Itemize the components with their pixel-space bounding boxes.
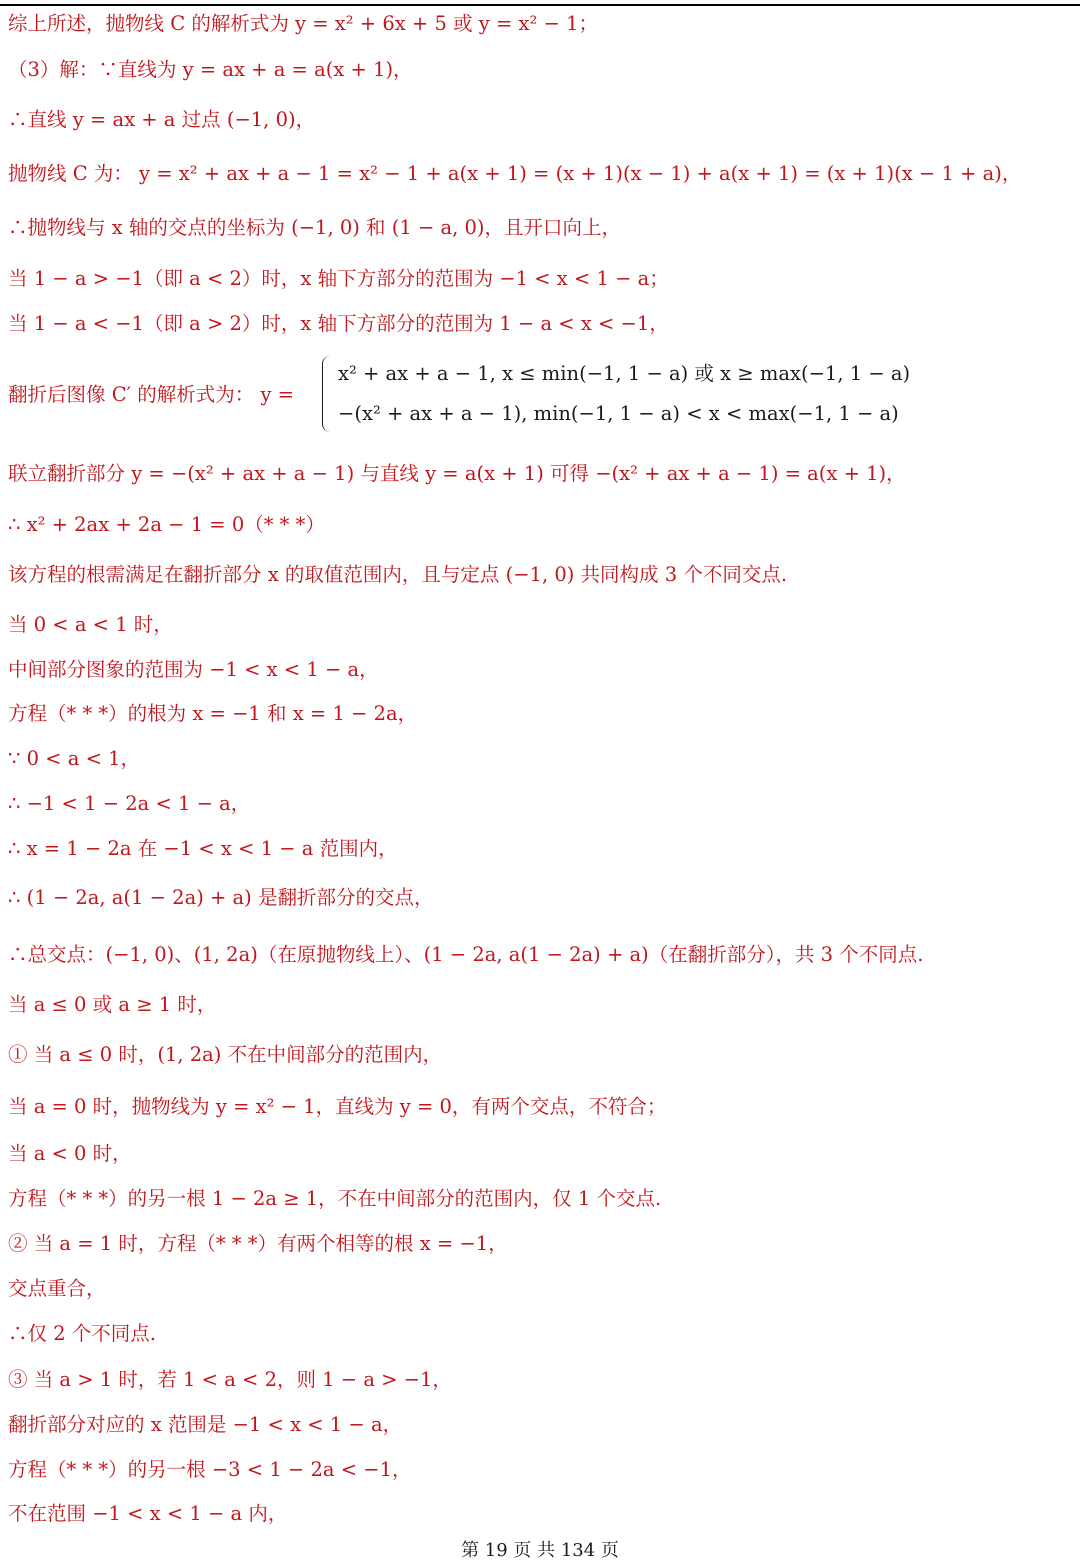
text-line: ∴ x = 1 − 2a 在 −1 < x < 1 − a 范围内， [8, 837, 398, 860]
text-line: （3）解：∵直线为 y = ax + a = a(x + 1)， [8, 58, 413, 81]
page-number-footer: 第 19 页 共 134 页 [461, 1540, 619, 1561]
text-line: ② 当 a = 1 时，方程（* * *）有两个相等的根 x = −1， [8, 1232, 508, 1255]
text-line: ∴直线 y = ax + a 过点 (−1, 0)， [8, 108, 316, 131]
piecewise-brace [322, 356, 333, 432]
text-line: 方程（* * *）的根为 x = −1 和 x = 1 − 2a， [8, 702, 418, 725]
text-line: ∴ x² + 2ax + 2a − 1 = 0（* * *） [8, 513, 325, 536]
text-line: 当 a < 0 时， [8, 1142, 132, 1165]
text-line: 方程（* * *）的另一根 −3 < 1 − 2a < −1， [8, 1458, 412, 1481]
text-line: 综上所述，抛物线 C 的解析式为 y = x² + 6x + 5 或 y = x² − 1； [8, 12, 598, 35]
piecewise-row-1: x² + ax + a − 1, x ≤ min(−1, 1 − a) 或 x ≥ max(−1, 1 − a) [338, 362, 911, 385]
text-line: ① 当 a ≤ 0 时，(1, 2a) 不在中间部分的范围内， [8, 1043, 443, 1066]
text-line: 交点重合， [8, 1277, 106, 1300]
text-line: ∴总交点：(−1, 0)、(1, 2a)（在原抛物线上）、(1 − 2a, a(1 − 2a) + a)（在翻折部分），共 3 个不同点. [8, 943, 924, 966]
text-line: 联立翻折部分 y = −(x² + ax + a − 1) 与直线 y = a(x + 1) 可得 −(x² + ax + a − 1) = a(x + 1)， [8, 462, 906, 485]
text-line: 当 1 − a < −1（即 a > 2）时，x 轴下方部分的范围为 1 − a < x < −1， [8, 312, 669, 335]
text-line: ∵ 0 < a < 1， [8, 747, 141, 770]
text-line: ③ 当 a > 1 时，若 1 < a < 2，则 1 − a > −1， [8, 1368, 452, 1391]
text-line: ∴ −1 < 1 − 2a < 1 − a， [8, 792, 251, 815]
text-line: ∴仅 2 个不同点. [8, 1322, 157, 1345]
text-line: 当 a ≤ 0 或 a ≥ 1 时， [8, 993, 217, 1016]
text-line: 方程（* * *）的另一根 1 − 2a ≥ 1，不在中间部分的范围内，仅 1 个交点. [8, 1187, 662, 1210]
text-line: 当 1 − a > −1（即 a < 2）时，x 轴下方部分的范围为 −1 < x < 1 − a； [8, 267, 669, 290]
text-line: 中间部分图象的范围为 −1 < x < 1 − a， [8, 658, 379, 681]
piecewise-lead: 翻折后图像 C′ 的解析式为： y = [8, 383, 294, 406]
text-line: ∴抛物线与 x 轴的交点的坐标为 (−1, 0) 和 (1 − a, 0)，且开口向上， [8, 216, 622, 239]
top-rule [0, 4, 1080, 6]
text-line: 当 0 < a < 1 时， [8, 613, 173, 636]
text-line: 抛物线 C 为： y = x² + ax + a − 1 = x² − 1 + a(x + 1) = (x + 1)(x − 1) + a(x + 1) = (x + 1)(x − 1 + a)， [8, 162, 1022, 185]
text-line: 翻折部分对应的 x 范围是 −1 < x < 1 − a， [8, 1413, 403, 1436]
text-line: 当 a = 0 时，抛物线为 y = x² − 1，直线为 y = 0，有两个交点，不符合； [8, 1095, 667, 1118]
piecewise-row-2: −(x² + ax + a − 1), min(−1, 1 − a) < x < max(−1, 1 − a) [338, 402, 899, 425]
text-line: 不在范围 −1 < x < 1 − a 内， [8, 1502, 288, 1525]
text-line: 该方程的根需满足在翻折部分 x 的取值范围内，且与定点 (−1, 0) 共同构成 3 个不同交点. [8, 563, 788, 586]
text-line: ∴ (1 − 2a, a(1 − 2a) + a) 是翻折部分的交点， [8, 886, 434, 909]
